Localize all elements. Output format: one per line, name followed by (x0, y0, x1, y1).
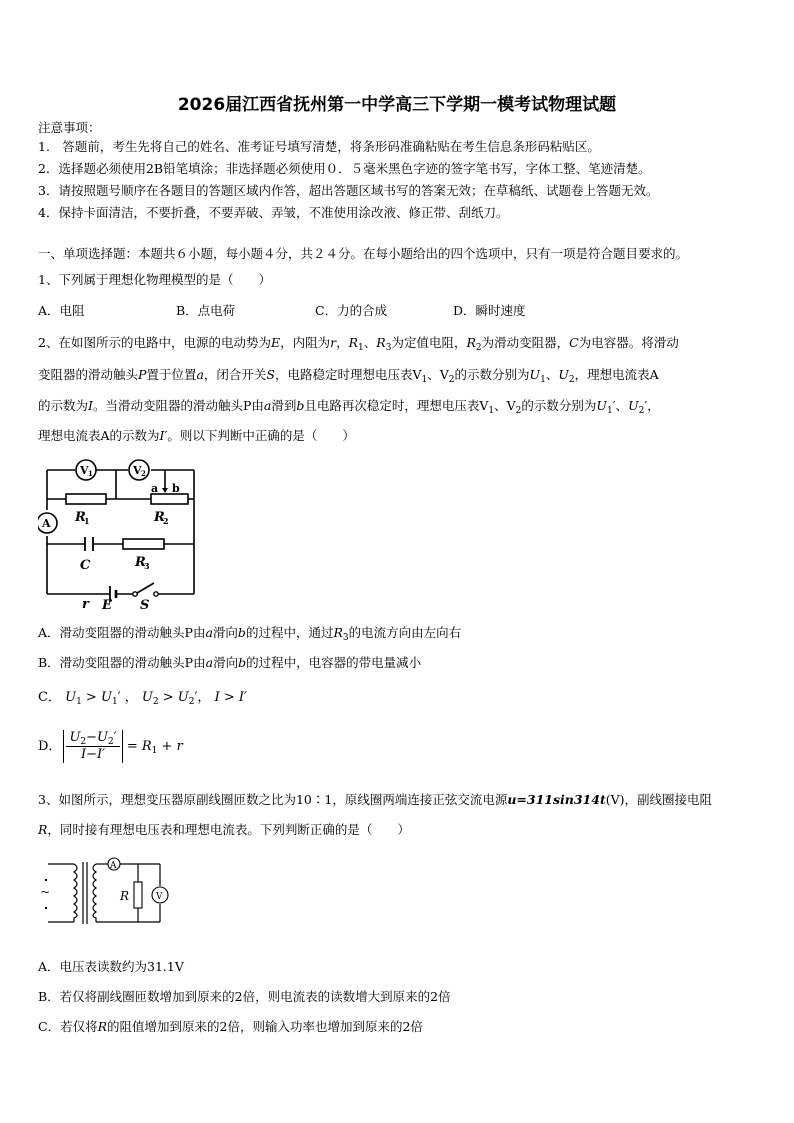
svg-text:E: E (102, 598, 112, 612)
resistor-r2 (151, 494, 188, 504)
note-item: 3．请按照题号顺序在各题目的答题区域内作答，超出答题区域书写的答案无效；在草稿纸、试题卷上答题无效。 (38, 183, 659, 198)
switch (133, 592, 137, 596)
q3-stem-line2: R，同时接有理想电压表和理想电流表。下列判断正确的是（ ） (38, 822, 410, 837)
secondary-coil (93, 864, 96, 922)
svg-text:S: S (140, 598, 150, 612)
svg-text:R: R (75, 510, 86, 525)
notes-heading: 注意事项： (38, 120, 101, 135)
q2-stem-line2: 变阻器的滑动触头P置于位置a，闭合开关S，电路稳定时理想电压表$V_1$、$V_2$的示数分别为$U_1$、$U_2$，理想电流表A (38, 367, 659, 385)
q2-option-b: B．滑动变阻器的滑动触头P由a滑向b的过程中，电容器的带电量减小 (38, 655, 422, 670)
q1-option-a: A．电阻 (38, 303, 85, 318)
svg-text:V: V (156, 892, 163, 902)
q3-option-a: A．电压表读数约为31.1V (38, 959, 184, 974)
svg-text:3: 3 (144, 561, 150, 571)
svg-text:a: a (151, 482, 159, 495)
primary-coil (74, 864, 77, 922)
svg-text:1: 1 (88, 469, 93, 478)
transformer-diagram (38, 852, 170, 934)
resistor-r (134, 882, 142, 908)
q1-option-c: C．力的合成 (315, 303, 388, 318)
q2-option-d: D． $\frac{U_2-U_2'}{I-I'}$ = $R_1 + r$ (38, 730, 183, 762)
note-item: 2．选择题必须使用2B铅笔填涂；非选择题必须使用０．５毫米黑色字迹的签字笔书写，字体工整、笔迹清楚。 (38, 161, 651, 176)
resistor-r1 (66, 494, 106, 504)
v2-label: V (133, 464, 142, 477)
circuit-diagram (38, 452, 204, 612)
svg-text:A: A (42, 517, 51, 530)
svg-text:A: A (110, 861, 117, 871)
resistor-r3 (123, 539, 164, 549)
q2-option-c: C． $U_1 > U_1'$ ， $U_2 > U_2'$， I > I′ (38, 690, 247, 707)
q2-stem-line4: 理想电流表A的示数为I′。则以下判断中正确的是（ ） (38, 428, 355, 443)
q3-option-b: B．若仅将副线圈匝数增加到原来的2倍，则电流表的读数增大到原来的2倍 (38, 989, 451, 1004)
q2-option-a: A．滑动变阻器的滑动触头P由a滑向b的过程中，通过$R_3$的电流方向由左向右 (38, 625, 462, 643)
q2-stem-line3: 的示数为I。当滑动变阻器的滑动触头P由a滑到b且电路再次稳定时，理想电压表$V_1$、$V_2$的示数分别为$U_1'$、$U_2'$， (38, 398, 660, 416)
svg-text:C: C (80, 558, 91, 573)
svg-text:1: 1 (84, 516, 90, 526)
note-item: 4．保持卡面清洁，不要折叠，不要弄破、弄皱，不准使用涂改液、修正带、刮纸刀。 (38, 205, 509, 220)
q3-stem-line1: 3、如图所示，理想变压器原副线圈匝数之比为10∶1，原线圈两端连接正弦交流电源u=311sin314t(V)，副线圈接电阻 (38, 792, 713, 807)
svg-text:2: 2 (163, 516, 169, 526)
q1-option-b: B．点电荷 (176, 303, 236, 318)
v1-label: V (80, 464, 89, 477)
section-heading: 一、单项选择题：本题共６小题，每小题４分，共２４分。在每小题给出的四个选项中，只有一项是符合题目要求的。 (38, 246, 689, 261)
page-title: 2026届江西省抚州第一中学高三下学期一模考试物理试题 (177, 95, 617, 115)
svg-text:R: R (120, 889, 130, 903)
svg-text:b: b (172, 482, 180, 495)
q1-option-d: D．瞬时速度 (453, 303, 526, 318)
q3-option-c: C．若仅将R的阻值增加到原来的2倍，则输入功率也增加到原来的2倍 (38, 1019, 423, 1034)
svg-text:2: 2 (141, 469, 146, 478)
note-item: 1. 答题前，考生先将自己的姓名、准考证号填写清楚，将条形码准确粘贴在考生信息条形码粘贴区。 (38, 139, 600, 154)
svg-text:r: r (82, 597, 89, 612)
q2-stem-line1: 2、在如图所示的电路中，电源的电动势为E，内阻为r，$R_1$、$R_3$为定值电阻，$R_2$为滑动变阻器，C为电容器。将滑动 (38, 335, 679, 353)
svg-text:~: ~ (40, 885, 51, 899)
svg-text:R: R (154, 510, 165, 525)
q1-stem: 1、下列属于理想化物理模型的是（ ） (38, 272, 271, 287)
svg-text:R: R (135, 555, 146, 570)
